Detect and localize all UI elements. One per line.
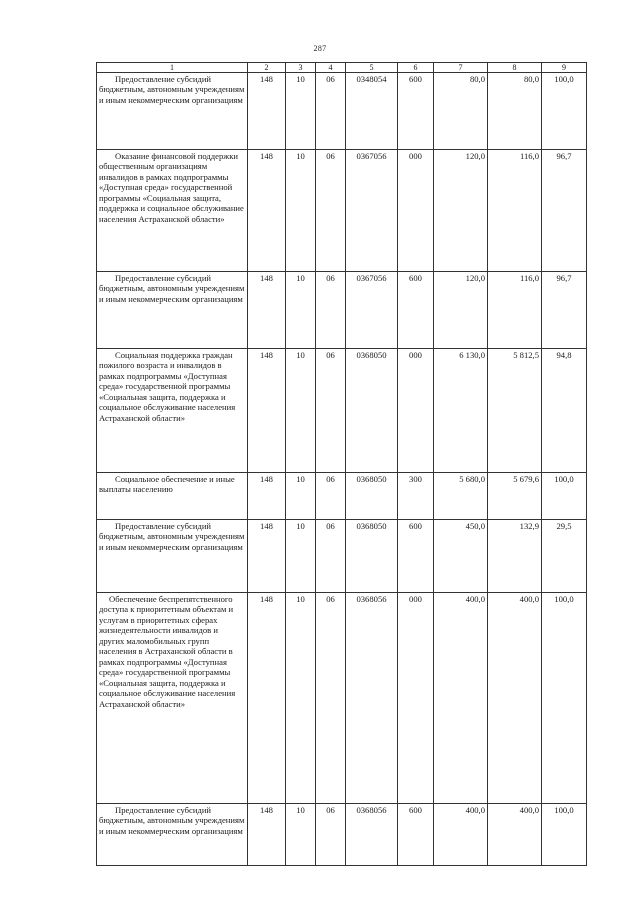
row-name-text: Социальная поддержка граждан пожилого возраста и инвалидов в рамках подпрограммы «Доступная среда» государственной программы «Социальная защита, поддержка и социальное обслуживание населения Астраханской области» (99, 350, 236, 423)
cell-col4: 06 (316, 804, 346, 866)
cell-col5: 0367056 (346, 150, 398, 272)
column-header-5: 5 (346, 63, 398, 73)
cell-col8: 116,0 (488, 150, 542, 272)
cell-col2: 148 (248, 349, 286, 473)
page-number: 287 (313, 44, 327, 53)
cell-col9: 100,0 (542, 593, 587, 804)
row-name-text: Социальное обеспечение и иные выплаты населению (99, 474, 235, 495)
cell-col5: 0367056 (346, 272, 398, 349)
cell-col6: 000 (398, 349, 434, 473)
cell-col6: 600 (398, 272, 434, 349)
row-name (97, 520, 248, 593)
cell-col8: 400,0 (488, 804, 542, 866)
row-name-text: Обеспечение беспрепятственного доступа к приоритетным объектам и услугам в приоритетных сферах жизнедеятельности инвалидов и других маломобильных групп населения в Астраханской области в рамках подпрограммы «Доступная среда» государственной программы «Социальная защита, поддержка и социальное обслуживание населения Астраханской области» (99, 594, 236, 709)
cell-col2: 148 (248, 804, 286, 866)
row-name (97, 272, 248, 349)
row-name-text: Предоставление субсидий бюджетным, автономным учреждениям и иным некоммерческим организациям (99, 74, 245, 105)
table-row (97, 150, 587, 272)
column-header-2: 2 (248, 63, 286, 73)
cell-col5: 0368056 (346, 804, 398, 866)
cell-col4: 06 (316, 349, 346, 473)
cell-col4: 06 (316, 272, 346, 349)
table-row (97, 593, 587, 804)
cell-col2: 148 (248, 272, 286, 349)
cell-col3: 10 (286, 150, 316, 272)
column-header-7: 7 (434, 63, 488, 73)
table-row (97, 473, 587, 520)
cell-col9: 100,0 (542, 804, 587, 866)
cell-col9: 100,0 (542, 473, 587, 520)
cell-col9: 96,7 (542, 272, 587, 349)
cell-col7: 400,0 (434, 804, 488, 866)
cell-col2: 148 (248, 520, 286, 593)
cell-col3: 10 (286, 73, 316, 150)
cell-col4: 06 (316, 520, 346, 593)
table-row (97, 272, 587, 349)
cell-col5: 0368050 (346, 349, 398, 473)
table-row (97, 73, 587, 150)
cell-col6: 600 (398, 804, 434, 866)
row-name (97, 473, 248, 520)
cell-col3: 10 (286, 593, 316, 804)
cell-col2: 148 (248, 73, 286, 150)
cell-col8: 132,9 (488, 520, 542, 593)
cell-col2: 148 (248, 473, 286, 520)
cell-col7: 80,0 (434, 73, 488, 150)
cell-col4: 06 (316, 73, 346, 150)
cell-col8: 400,0 (488, 593, 542, 804)
row-name (97, 150, 248, 272)
cell-col9: 100,0 (542, 73, 587, 150)
cell-col3: 10 (286, 520, 316, 593)
cell-col2: 148 (248, 150, 286, 272)
row-name-text: Предоставление субсидий бюджетным, автономным учреждениям и иным некоммерческим организациям (99, 805, 245, 836)
cell-col7: 450,0 (434, 520, 488, 593)
table-row (97, 520, 587, 593)
cell-col6: 000 (398, 593, 434, 804)
cell-col4: 06 (316, 593, 346, 804)
cell-col5: 0368050 (346, 473, 398, 520)
table-row (97, 349, 587, 473)
header-row (97, 63, 587, 73)
cell-col9: 94,8 (542, 349, 587, 473)
cell-col6: 300 (398, 473, 434, 520)
cell-col7: 5 680,0 (434, 473, 488, 520)
cell-col5: 0368056 (346, 593, 398, 804)
row-name (97, 593, 248, 804)
cell-col7: 120,0 (434, 272, 488, 349)
column-header-9: 9 (542, 63, 587, 73)
cell-col8: 80,0 (488, 73, 542, 150)
cell-col5: 0368050 (346, 520, 398, 593)
column-header-6: 6 (398, 63, 434, 73)
cell-col6: 600 (398, 73, 434, 150)
column-header-8: 8 (488, 63, 542, 73)
cell-col4: 06 (316, 150, 346, 272)
cell-col4: 06 (316, 473, 346, 520)
cell-col9: 29,5 (542, 520, 587, 593)
row-name (97, 804, 248, 866)
row-name-text: Предоставление субсидий бюджетным, автономным учреждениям и иным некоммерческим организациям (99, 521, 245, 552)
row-name-text: Предоставление субсидий бюджетным, автономным учреждениям и иным некоммерческим организациям (99, 273, 245, 304)
cell-col3: 10 (286, 804, 316, 866)
table-row (97, 804, 587, 866)
cell-col9: 96,7 (542, 150, 587, 272)
cell-col2: 148 (248, 593, 286, 804)
cell-col3: 10 (286, 473, 316, 520)
budget-table (96, 62, 587, 866)
cell-col7: 400,0 (434, 593, 488, 804)
cell-col3: 10 (286, 349, 316, 473)
cell-col8: 5 812,5 (488, 349, 542, 473)
cell-col5: 0348054 (346, 73, 398, 150)
row-name (97, 73, 248, 150)
cell-col7: 120,0 (434, 150, 488, 272)
cell-col6: 000 (398, 150, 434, 272)
cell-col8: 5 679,6 (488, 473, 542, 520)
column-header-1: 1 (97, 63, 248, 73)
cell-col8: 116,0 (488, 272, 542, 349)
cell-col3: 10 (286, 272, 316, 349)
cell-col7: 6 130,0 (434, 349, 488, 473)
column-header-4: 4 (316, 63, 346, 73)
column-header-3: 3 (286, 63, 316, 73)
row-name-text: Оказание финансовой поддержки общественным организациям инвалидов в рамках подпрограммы «Доступная среда» государственной программы «Социальная защита, поддержка и социальное обслуживание населения Астраханской области» (99, 151, 244, 224)
row-name (97, 349, 248, 473)
cell-col6: 600 (398, 520, 434, 593)
